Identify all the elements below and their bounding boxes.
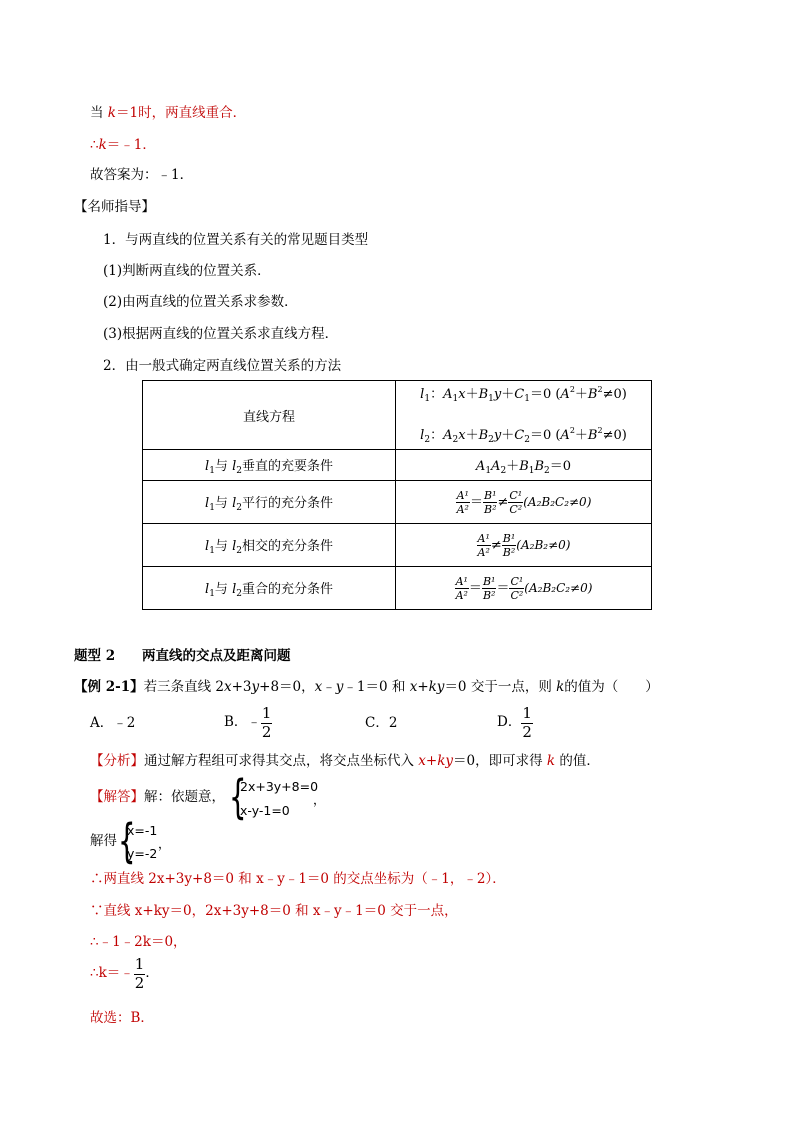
option-c: C．2 <box>365 715 398 731</box>
system-equation: y=-2 <box>127 846 158 861</box>
fraction-a: $\frac{\text{A¹}}{\text{A²}}$ <box>456 488 469 516</box>
option-a: A．﹣2 <box>90 715 136 731</box>
condition-label-cell: $l_1$与 $l_2$重合的充分条件 <box>143 567 396 610</box>
equation-l2: $l_2$：$A_2x+B_2y+C_2=0$ $(A^2+B^2\ne 0)$ <box>420 426 627 445</box>
option-d: D． $\frac{1}{2}$ <box>497 703 532 741</box>
equation-system-1 <box>229 770 339 826</box>
intersect-formula-cell: $\frac{\text{A¹}}{\text{A²}}$ ≠ $\frac{\text{B¹}}{\text{B²}}$ (A₂B₂≠0) <box>396 524 652 567</box>
fraction-b: $\frac{\text{B¹}}{\text{B²}}$ <box>482 574 496 602</box>
answer-text: ＝﹣1． <box>106 137 156 153</box>
answer-line-2 <box>90 136 156 154</box>
guidance-sub-1: (1)判断两直线的位置关系． <box>103 263 271 279</box>
table-row <box>143 567 652 610</box>
fraction-c: $\frac{\text{C¹}}{\text{C²}}$ <box>510 574 524 602</box>
example-question: 【例 2-1】若三条直线 2x+3y+8＝0，x﹣y﹣1＝0 和 x+ky＝0 交于一点，则 k的值为（ ） <box>74 679 659 695</box>
fraction-a: $\frac{\text{A¹}}{\text{A²}}$ <box>477 531 490 559</box>
equation-l1: $l_1$：$A_1x+B_1y+C_1=0$ $(A^2+B^2\ne 0)$ <box>420 385 627 404</box>
guidance-item-1: 1．与两直线的位置关系有关的常见题目类型 <box>103 232 369 248</box>
system-equation: x=-1 <box>127 823 158 838</box>
brace-icon: { <box>118 814 136 868</box>
table-row <box>143 450 652 481</box>
example-tag: 【例 2-1】 <box>74 679 144 695</box>
guidance-heading: 【名师指导】 <box>74 199 155 215</box>
table-row <box>143 381 652 450</box>
perpendicular-formula-cell: $A_1A_2+B_1B_2=0$ <box>396 450 652 481</box>
solution-line-4: ∵直线 x+ky＝0，2x+3y+8＝0 和 x﹣y﹣1＝0 交于一点， <box>90 903 458 919</box>
solution-intro: 【解答】解：依题意， <box>90 789 225 805</box>
variable-k: k <box>107 105 116 121</box>
therefore-symbol: ∴ <box>90 137 99 153</box>
option-b: B．﹣ $\frac{1}{2}$ <box>224 703 272 741</box>
solved-label: 解得 <box>90 833 117 849</box>
analysis-tag: 【分析】 <box>90 753 144 769</box>
variable-k: k <box>98 137 107 153</box>
answer-text: 当 <box>90 105 108 121</box>
guidance-item-2: 2．由一般式确定两直线位置关系的方法 <box>103 358 342 374</box>
solution-line-6: ∴k＝﹣ $\frac{1}{2}$ ． <box>90 954 159 992</box>
equations-cell <box>396 381 652 450</box>
punctuation: ， <box>313 792 326 807</box>
table-row <box>143 481 652 524</box>
guidance-sub-3: (3)根据两直线的位置关系求直线方程． <box>103 326 339 342</box>
fraction-b: $\frac{\text{B¹}}{\text{B²}}$ <box>483 488 497 516</box>
fraction-b: $\frac{\text{B¹}}{\text{B²}}$ <box>502 531 516 559</box>
equation-system-2 <box>118 814 178 870</box>
fraction-c: $\frac{\text{C¹}}{\text{C²}}$ <box>509 488 523 516</box>
condition-label-cell: $l_1$与 $l_2$垂直的充要条件 <box>143 450 396 481</box>
condition-table <box>142 380 652 610</box>
solution-tag: 【解答】 <box>90 789 144 805</box>
table-header-cell <box>143 381 396 450</box>
solution-line-7: 故选：B． <box>90 1010 154 1026</box>
section-type-label: 题型 2 <box>74 648 116 664</box>
condition-label-cell: $l_1$与 $l_2$相交的充分条件 <box>143 524 396 567</box>
answer-line-3: 故答案为：﹣1． <box>90 167 194 183</box>
brace-icon: { <box>229 770 247 824</box>
header-label: 直线方程 <box>242 409 295 425</box>
table-row <box>143 524 652 567</box>
analysis-line: 【分析】通过解方程组可求得其交点，将交点坐标代入 x+ky＝0，即可求得 k 的值． <box>90 753 600 769</box>
answer-line-1 <box>90 104 246 122</box>
guidance-sub-2: (2)由两直线的位置关系求参数． <box>103 294 298 310</box>
solution-line-5: ∴﹣1﹣2k＝0， <box>90 934 187 950</box>
section-title: 两直线的交点及距离问题 <box>142 648 291 664</box>
fraction-a: $\frac{\text{A¹}}{\text{A²}}$ <box>455 574 468 602</box>
answer-text: ＝1时，两直线重合． <box>115 105 247 121</box>
punctuation: ， <box>158 836 171 851</box>
coincide-formula-cell: $\frac{\text{A¹}}{\text{A²}}$ ＝ $\frac{\text{B¹}}{\text{B²}}$ ＝ $\frac{\text{C¹}}{\text{C²}}$ (A₂B₂C₂≠0) <box>396 567 652 610</box>
condition-label-cell: $l_1$与 $l_2$平行的充分条件 <box>143 481 396 524</box>
system-equation: x-y-1=0 <box>240 803 290 818</box>
system-equation: 2x+3y+8=0 <box>240 779 319 794</box>
solution-line-3: ∴两直线 2x+3y+8＝0 和 x﹣y﹣1＝0 的交点坐标为（﹣1，﹣2）． <box>90 871 506 887</box>
parallel-formula-cell: $\frac{\text{A¹}}{\text{A²}}$ ＝ $\frac{\text{B¹}}{\text{B²}}$ ≠ $\frac{\text{C¹}}{\text{C²}}$ (A₂B₂C₂≠0) <box>396 481 652 524</box>
